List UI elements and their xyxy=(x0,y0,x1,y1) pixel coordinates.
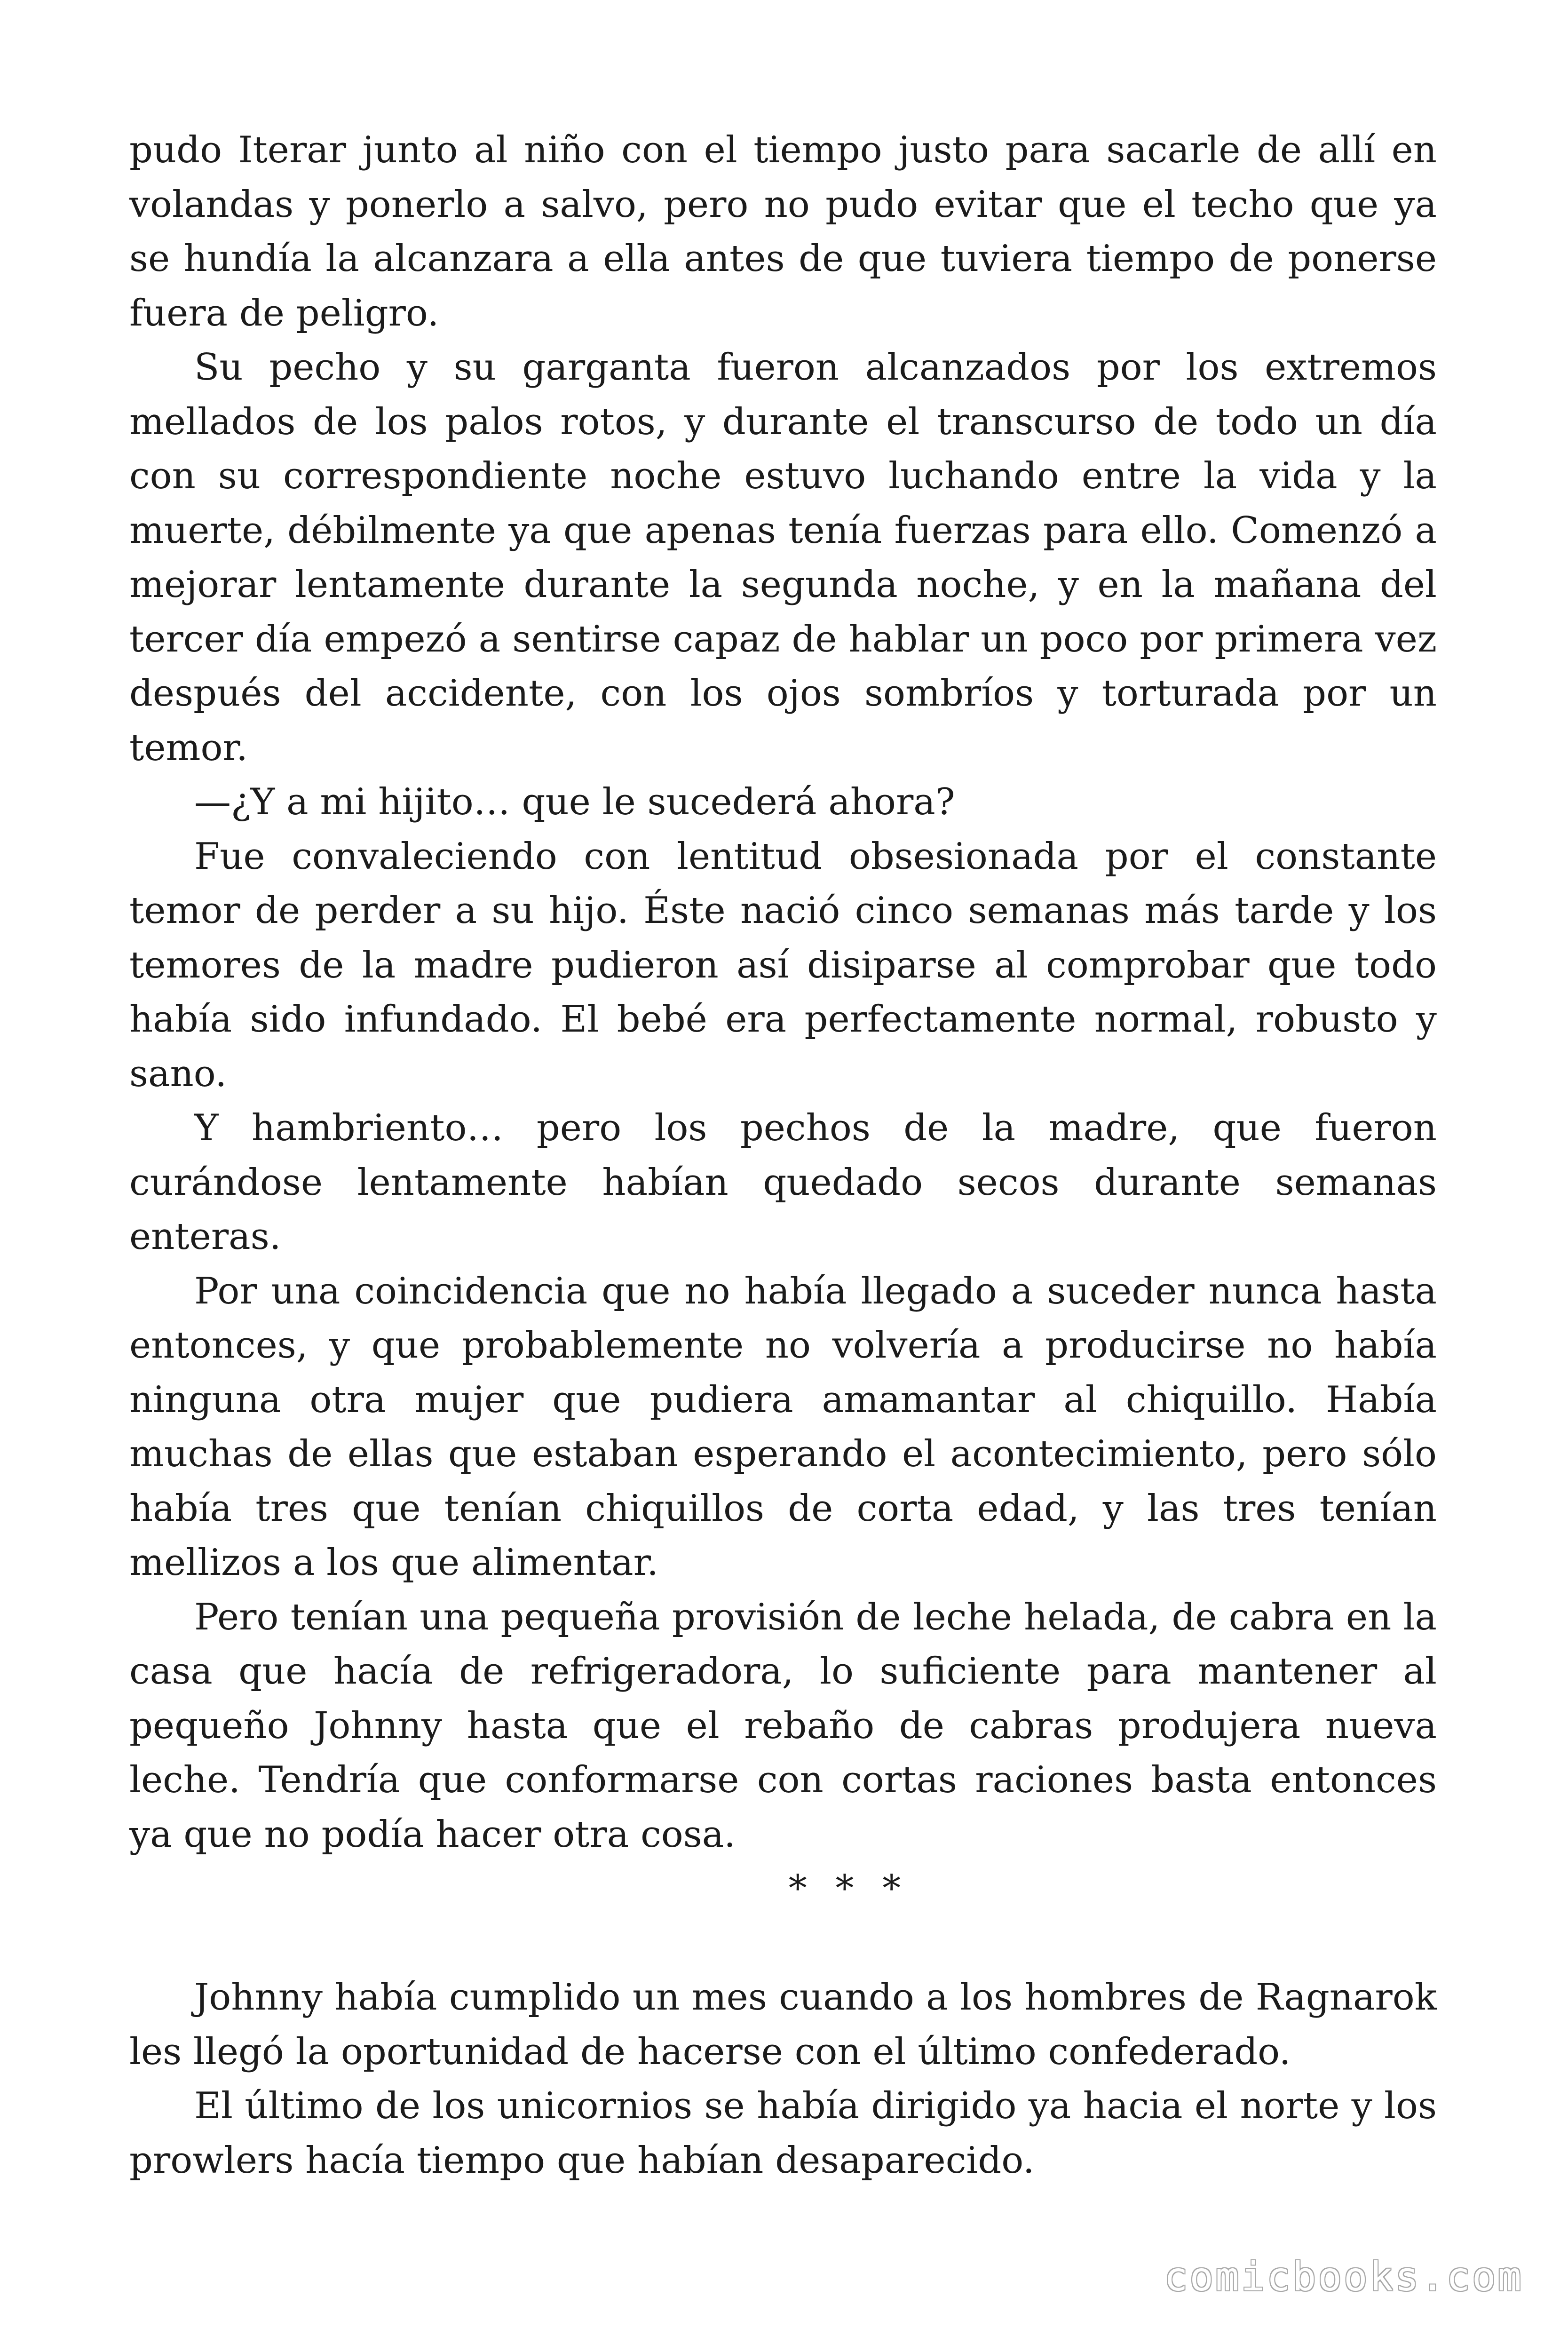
dialogue-line: —¿Y a mi hijito… que le sucederá ahora? xyxy=(194,781,955,823)
paragraph-4: Fue convaleciendo con lentitud obsesionada por el constante temor de perder a su hijo. Éste nació cinco semanas más tarde y los temores de la madre pudieron así disiparse al comprobar que todo había sido infundado. El bebé era perfectamente normal, robusto y sano. xyxy=(129,835,1437,1095)
paragraph-1: pudo Iterar junto al niño con el tiempo justo para sacarle de allí en volandas y ponerlo a salvo, pero no pudo evitar que el techo que ya se hundía la alcanzara a ella antes de que tuviera tiempo de ponerse fuera de peligro. xyxy=(129,129,1437,334)
paragraph-2: Su pecho y su garganta fueron alcanzados por los extremos mellados de los palos rotos, y durante el transcurso de todo un día con su correspondiente noche estuvo luchando entre la vida y la muerte, débilmente ya que apenas tenía fuerzas para ello. Comenzó a mejorar lentamente durante la segunda noche, y en la mañana del tercer día empezó a sentirse capaz de hablar un poco por primera vez después del accidente, con los ojos sombríos y torturada por un temor. xyxy=(129,346,1437,769)
watermark-logo: comicbooks.com xyxy=(1164,2254,1523,2300)
paragraph-8: Johnny había cumplido un mes cuando a los hombres de Ragnarok les llegó la oportunidad de hacerse con el último confederado. xyxy=(129,1976,1437,2073)
body-text xyxy=(129,123,1437,2188)
section-gap xyxy=(129,1916,1437,1971)
paragraph-9: El último de los unicornios se había dirigido ya hacia el norte y los prowlers hacía tiempo que habían desaparecido. xyxy=(129,2085,1437,2182)
paragraph-6: Por una coincidencia que no había llegado a suceder nunca hasta entonces, y que probablemente no volvería a producirse no había ninguna otra mujer que pudiera amamantar al chiquillo. Había muchas de ellas que estaban esperando el acontecimiento, pero sólo había tres que tenían chiquillos de corta edad, y las tres tenían mellizos a los que alimentar. xyxy=(129,1270,1437,1584)
paragraph-7: Pero tenían una pequeña provisión de leche helada, de cabra en la casa que hacía de refrigeradora, lo suficiente para mantener al pequeño Johnny hasta que el rebaño de cabras produjera nueva leche. Tendría que conformarse con cortas raciones basta entonces ya que no podía hacer otra cosa. xyxy=(129,1596,1437,1856)
section-separator: * * * xyxy=(788,1867,910,1910)
paragraph-5: Y hambriento… pero los pechos de la madre, que fueron curándose lentamente habían quedado secos durante semanas enteras. xyxy=(129,1107,1437,1258)
